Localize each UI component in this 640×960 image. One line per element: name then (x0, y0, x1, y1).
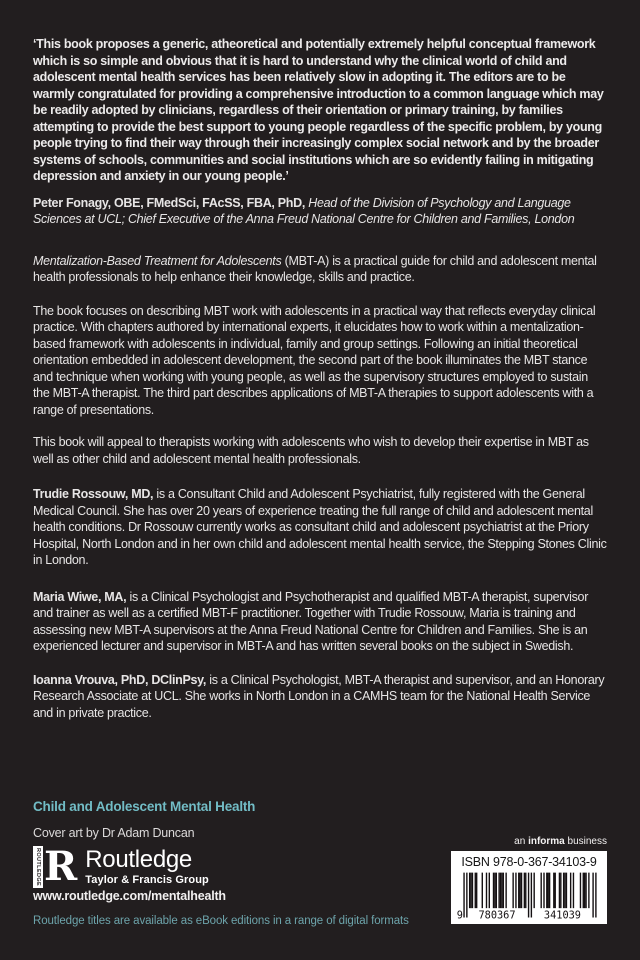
barcode (454, 871, 598, 921)
taylor-francis-group: Taylor & Francis Group (85, 874, 209, 886)
informa-pre: an (514, 836, 529, 847)
endorser-title: Head of the Division of Psychology and Language Sciences at UCL; Chief Executive of the Anna Freud National Centre for Children and Families, London (33, 195, 575, 226)
cover-art-credit: Cover art by Dr Adam Duncan (33, 826, 195, 840)
informa-tagline (514, 836, 607, 847)
barcode-right-digits: 341039 (543, 909, 582, 921)
author-bio-vrouva-text: is a Clinical Psychologist, MBT-A therapist and supervisor, and an Honorary Research Associate at UCL. She works in North London in a CAMHS team for the National Health Service and in private practice. (33, 672, 605, 720)
author-name-wiwe: Maria Wiwe, MA, (33, 589, 127, 604)
author-bio-wiwe-text: is a Clinical Psychologist and Psychotherapist and qualified MBT-A therapist, supervisor and trainer as well as a certified MBT-F practitioner. Together with Trudie Rossouw, Maria is training and assessing new MBT-A supervisors at the Anna Freud National Centre for Children and Families. She is an experienced lecturer and supervisor in MBT-A and has written several books on the subject in Swedish. (33, 589, 589, 653)
author-name-vrouva: Ioanna Vrouva, PhD, DClinPsy, (33, 672, 207, 687)
endorser-name: Peter Fonagy, OBE, FMedSci, FAcSS, FBA, PhD, (33, 195, 306, 210)
informa-bold: informa (528, 836, 565, 847)
routledge-logo (33, 843, 209, 890)
barcode-lead-digit: 9 (456, 909, 463, 921)
isbn-box (451, 851, 607, 924)
author-bio-wiwe (33, 589, 607, 655)
routledge-r-icon: R (44, 843, 78, 890)
routledge-vertical-text: ROUTLEDGE (35, 847, 41, 887)
routledge-vertical-strip (33, 846, 43, 888)
endorsement-quote: ‘This book proposes a generic, atheoretical and potentially extremely helpful conceptual framework which is so simple and obvious that it is hard to understand why the clinical world of child and adolescent mental health services has been relatively slow in adopting it. The editors are to be warmly congratulated for providing a comprehensive introduction to a common language which may be readily adopted by clinicians, regardless of their orientation or primary training, by families attempting to provide the best support to young people regardless of the specific problem, by young people trying to find their way through their increasingly complex social network and by the broader systems of schools, communities and social institutions which are so evidently failing in mitigating depression and anxiety in our young people.’ (33, 37, 604, 183)
blurb-intro-text: (MBT-A) is a practical guide for child and adolescent mental health professionals to help enhance their knowledge, skills and practice. (33, 253, 597, 284)
book-title: Mentalization-Based Treatment for Adolescents (33, 253, 282, 268)
barcode-left-digits: 780367 (478, 909, 516, 921)
informa-post: business (564, 836, 607, 847)
isbn-label: ISBN 978-0-367-34103-9 (461, 855, 597, 869)
routledge-name: Routledge (85, 846, 192, 873)
publisher-url: www.routledge.com/mentalhealth (33, 889, 226, 903)
author-bio-rossouw (33, 486, 607, 569)
routledge-wordmark (85, 846, 209, 886)
blurb-appeal: This book will appeal to therapists working with adolescents who wish to develop their expertise in MBT as well as other child and adolescent mental health professionals. (33, 435, 589, 466)
series-title: Child and Adolescent Mental Health (33, 799, 256, 814)
routledge-logo-mark (33, 843, 78, 890)
blurb-intro (33, 253, 607, 286)
ebook-availability-note: Routledge titles are available as eBook editions in a range of digital formats (33, 915, 409, 927)
blurb-body: The book focuses on describing MBT work with adolescents in a practical way that reflects everyday clinical practice. With chapters authored by international experts, it elucidates how to work within a mentalization-based framework with adolescents in individual, family and group settings. Following an initial theoretical orientation embedded in adolescent development, the second part of the book illuminates the MBT stance and technique when working with young people, as well as the supervisory structures employed to sustain the MBT-A therapist. The third part describes applications of MBT-A therapies to support adolescents with a range of presentations. (33, 303, 596, 417)
endorsement-attribution (33, 195, 607, 228)
author-bio-vrouva (33, 672, 607, 722)
author-name-rossouw: Trudie Rossouw, MD, (33, 487, 154, 501)
author-bio-rossouw-text: is a Consultant Child and Adolescent Psychiatrist, fully registered with the General Medical Council. She has over 20 years of experience treating the full range of child and adolescent mental health conditions. Dr Rossouw currently works as consultant child and adolescent psychiatrist at the Priory Hospital, North London and in her own child and adolescent mental health service, the Stepping Stones Clinic in London. (33, 487, 607, 567)
